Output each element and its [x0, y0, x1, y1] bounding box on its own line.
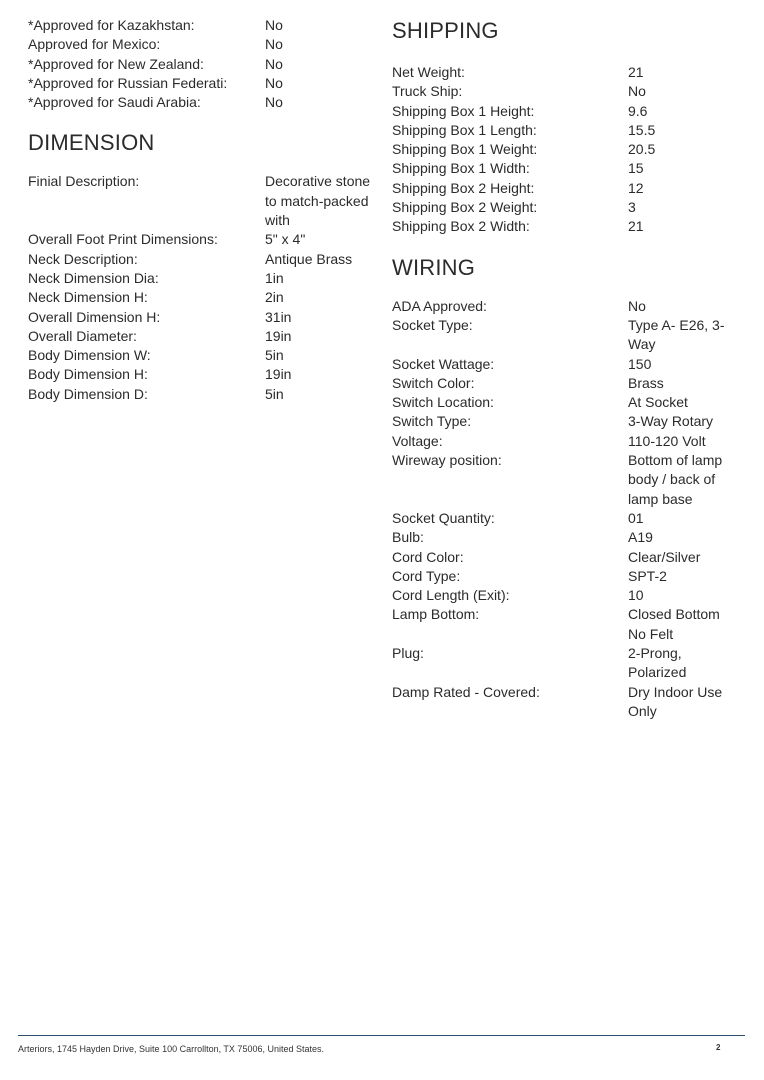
left-column: [28, 16, 378, 404]
spec-row: [28, 327, 378, 346]
spec-row: [392, 567, 752, 586]
spec-label: Cord Type:: [392, 567, 461, 584]
spec-value: 1in: [265, 269, 284, 286]
spec-row: [392, 179, 752, 198]
spec-label: *Approved for Kazakhstan:: [28, 17, 195, 33]
spec-label: Switch Color:: [392, 374, 475, 391]
spec-value: 21: [628, 218, 644, 235]
spec-row: [392, 548, 752, 567]
spec-label: Damp Rated - Covered:: [392, 683, 540, 700]
spec-row: [392, 412, 752, 431]
spec-label: Overall Dimension H:: [28, 308, 161, 325]
spec-label: Truck Ship:: [392, 83, 463, 100]
spec-value: 15.5: [628, 121, 656, 138]
spec-label: Cord Length (Exit):: [392, 587, 510, 604]
spec-value: 19in: [265, 327, 292, 344]
spec-row: [392, 605, 752, 644]
spec-label: Voltage:: [392, 432, 443, 449]
spec-value: No: [265, 74, 283, 91]
spec-row: [28, 172, 378, 230]
spec-row: [28, 93, 378, 112]
spec-value: SPT-2: [628, 567, 667, 584]
footer-address: Arteriors, 1745 Hayden Drive, Suite 100 Carrollton, TX 75006, United States.: [18, 1044, 324, 1054]
spec-value: 3-Way Rotary: [628, 413, 714, 430]
spec-value: Clear/Silver: [628, 548, 701, 565]
spec-label: Shipping Box 2 Weight:: [392, 199, 538, 216]
spec-row: [392, 644, 752, 683]
spec-row: [392, 586, 752, 605]
spec-value: 2in: [265, 289, 284, 306]
spec-value: No: [628, 83, 646, 100]
footer-divider: [18, 1035, 745, 1036]
spec-row: [392, 683, 752, 722]
spec-label: Cord Color:: [392, 548, 464, 565]
spec-label: Switch Type:: [392, 413, 472, 430]
spec-label: Plug:: [392, 645, 424, 662]
spec-label: Shipping Box 1 Weight:: [392, 141, 538, 158]
spec-row: [28, 269, 378, 288]
spec-label: Body Dimension W:: [28, 347, 151, 364]
spec-value: No: [265, 94, 283, 111]
spec-row: [392, 528, 752, 547]
spec-label: Neck Dimension Dia:: [28, 269, 159, 286]
spec-label: Shipping Box 1 Height:: [392, 102, 535, 119]
spec-label: Overall Diameter:: [28, 327, 137, 344]
spec-row: [392, 102, 752, 121]
spec-value: 19in: [265, 366, 292, 383]
spec-value: No: [628, 297, 646, 314]
right-column: [392, 16, 752, 721]
spec-value: 15: [628, 160, 644, 177]
spec-label: Lamp Bottom:: [392, 606, 480, 623]
spec-value: 01: [628, 509, 644, 526]
spec-label: Body Dimension D:: [28, 385, 148, 402]
spec-label: Shipping Box 1 Width:: [392, 160, 530, 177]
spec-value: 10: [628, 587, 644, 604]
spec-row: [28, 308, 378, 327]
wiring-heading: WIRING: [392, 254, 476, 280]
spec-value: 5in: [265, 385, 284, 402]
spec-label: Shipping Box 2 Height:: [392, 179, 535, 196]
spec-label: Wireway position:: [392, 452, 502, 469]
spec-value: Type A- E26, 3-Way: [628, 316, 725, 353]
spec-label: Bulb:: [392, 529, 424, 546]
spec-row: [392, 121, 752, 140]
spec-row: [28, 16, 378, 35]
spec-value: 21: [628, 64, 644, 80]
spec-row: [28, 288, 378, 307]
spec-value: Closed Bottom No Felt: [628, 606, 720, 642]
spec-value: No: [265, 17, 283, 33]
spec-label: Body Dimension H:: [28, 366, 148, 383]
shipping-heading: SHIPPING: [392, 18, 499, 43]
spec-row: [392, 509, 752, 528]
spec-value: No: [265, 36, 283, 53]
spec-label: Overall Foot Print Dimensions:: [28, 231, 218, 248]
spec-label: ADA Approved:: [392, 297, 487, 314]
spec-label: Shipping Box 2 Width:: [392, 218, 530, 235]
spec-label: *Approved for New Zealand:: [28, 55, 204, 72]
spec-row: [392, 82, 752, 101]
dimension-list: [28, 172, 378, 404]
spec-value: Dry Indoor Use Only: [628, 683, 723, 719]
spec-row: [392, 451, 752, 509]
wiring-list: [392, 297, 752, 722]
page-number: 2: [716, 1043, 721, 1052]
spec-row: [392, 198, 752, 217]
spec-row: [392, 374, 752, 393]
spec-row: [392, 355, 752, 374]
spec-row: [392, 297, 752, 316]
spec-row: [28, 74, 378, 93]
spec-row: [28, 230, 378, 249]
spec-value: 110-120 Volt: [628, 432, 706, 449]
spec-label: Socket Type:: [392, 316, 473, 333]
spec-value: 31in: [265, 308, 292, 325]
spec-label: Shipping Box 1 Length:: [392, 121, 537, 138]
spec-label: Neck Description:: [28, 250, 138, 267]
spec-value: 5" x 4": [265, 231, 306, 248]
spec-label: Net Weight:: [392, 64, 465, 80]
spec-value: 2-Prong, Polarized: [628, 645, 687, 681]
spec-row: [392, 316, 752, 355]
spec-row: [28, 250, 378, 269]
spec-row: [28, 365, 378, 384]
spec-label: Switch Location:: [392, 394, 494, 411]
spec-row: [392, 63, 752, 82]
shipping-list: [392, 63, 752, 237]
spec-label: Neck Dimension H:: [28, 289, 148, 306]
spec-label: Socket Quantity:: [392, 509, 495, 526]
spec-label: *Approved for Saudi Arabia:: [28, 94, 201, 111]
spec-row: [392, 393, 752, 412]
spec-row: [392, 140, 752, 159]
spec-row: [28, 35, 378, 54]
spec-value: Bottom of lamp body / back of lamp base: [628, 452, 723, 507]
spec-row: [28, 385, 378, 404]
spec-value: 3: [628, 199, 636, 216]
spec-label: Socket Wattage:: [392, 355, 495, 372]
spec-row: [392, 217, 752, 236]
spec-label: *Approved for Russian Federati:: [28, 74, 228, 91]
spec-row: [392, 432, 752, 451]
spec-value: 12: [628, 179, 644, 196]
spec-value: 150: [628, 355, 652, 372]
spec-value: At Socket: [628, 394, 688, 411]
spec-value: Decorative stone to match-packed with: [265, 173, 371, 229]
spec-value: 9.6: [628, 102, 648, 119]
spec-value: No: [265, 55, 283, 72]
spec-value: 20.5: [628, 141, 656, 158]
dimension-heading: DIMENSION: [28, 130, 155, 156]
spec-row: [392, 159, 752, 178]
approvals-list: [28, 16, 378, 112]
spec-row: [28, 346, 378, 365]
spec-value: Antique Brass: [265, 250, 353, 267]
spec-value: 5in: [265, 347, 284, 364]
spec-label: Finial Description:: [28, 173, 140, 190]
spec-value: Brass: [628, 374, 664, 391]
spec-value: A19: [628, 529, 653, 546]
spec-row: [28, 55, 378, 74]
spec-label: Approved for Mexico:: [28, 36, 161, 53]
